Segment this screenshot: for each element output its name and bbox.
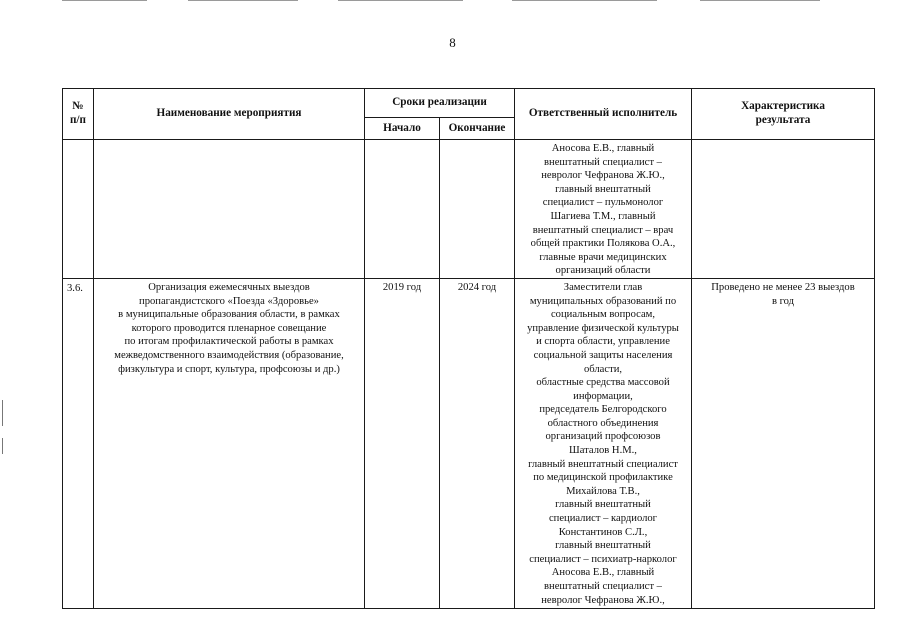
row-name: [94, 140, 365, 279]
row-start: 2019 год: [365, 278, 440, 608]
row-num: 3.6.: [63, 278, 94, 608]
row-executor: Аносова Е.В., главный внештатный специалист – невролог Чефранова Ж.Ю., главный внештатный специалист – пульмонолог Шагиева Т.М., главный внештатный специалист – врач общей практики Полякова О.А., главные врачи медицинских организаций области: [515, 140, 692, 279]
row-result: [692, 140, 875, 279]
table-header-row: [63, 89, 875, 118]
table-row: [63, 140, 875, 279]
activities-table: [62, 88, 875, 609]
row-name: Организация ежемесячных выездов пропагандистского «Поезда «Здоровье» в муниципальные образования области, в рамках которого проводится пленарное совещание по итогам профилактической работы в рамках межведомственного взаимодействия (образование, физкультура и спорт, культура, профсоюзы и др.): [94, 278, 365, 608]
scan-artifact-line: [188, 0, 298, 1]
scan-artifact-mark: [2, 438, 3, 454]
header-end: Окончание: [440, 118, 515, 140]
scan-artifact-line: [700, 0, 820, 1]
row-num: [63, 140, 94, 279]
header-period: Сроки реализации: [365, 89, 515, 118]
header-start: Начало: [365, 118, 440, 140]
scan-artifact-line: [338, 0, 463, 1]
scan-artifact-mark: [2, 400, 3, 426]
row-executor: Заместители глав муниципальных образований по социальным вопросам, управление физической культуры и спорта области, управление социальной защиты населения области, областные средства массовой информации, председатель Белгородского областного объединения организаций профсоюзов Шаталов Н.М., главный внештатный специалист по медицинской профилактике Михайлова Т.В., главный внештатный специалист – кардиолог Константинов С.Л., главный внештатный специалист – психиатр-нарколог Аносова Е.В., главный внештатный специалист – невролог Чефранова Ж.Ю.,: [515, 278, 692, 608]
row-start: [365, 140, 440, 279]
row-result: Проведено не менее 23 выездов в год: [692, 278, 875, 608]
scan-artifact-line: [62, 0, 147, 1]
header-num: № п/п: [63, 89, 94, 140]
header-name: Наименование мероприятия: [94, 89, 365, 140]
row-end: [440, 140, 515, 279]
row-end: 2024 год: [440, 278, 515, 608]
page-number: 8: [449, 35, 456, 50]
header-executor: Ответственный исполнитель: [515, 89, 692, 140]
table-row: [63, 278, 875, 608]
scan-artifact-line: [512, 0, 657, 1]
header-result: Характеристика результата: [692, 89, 875, 140]
